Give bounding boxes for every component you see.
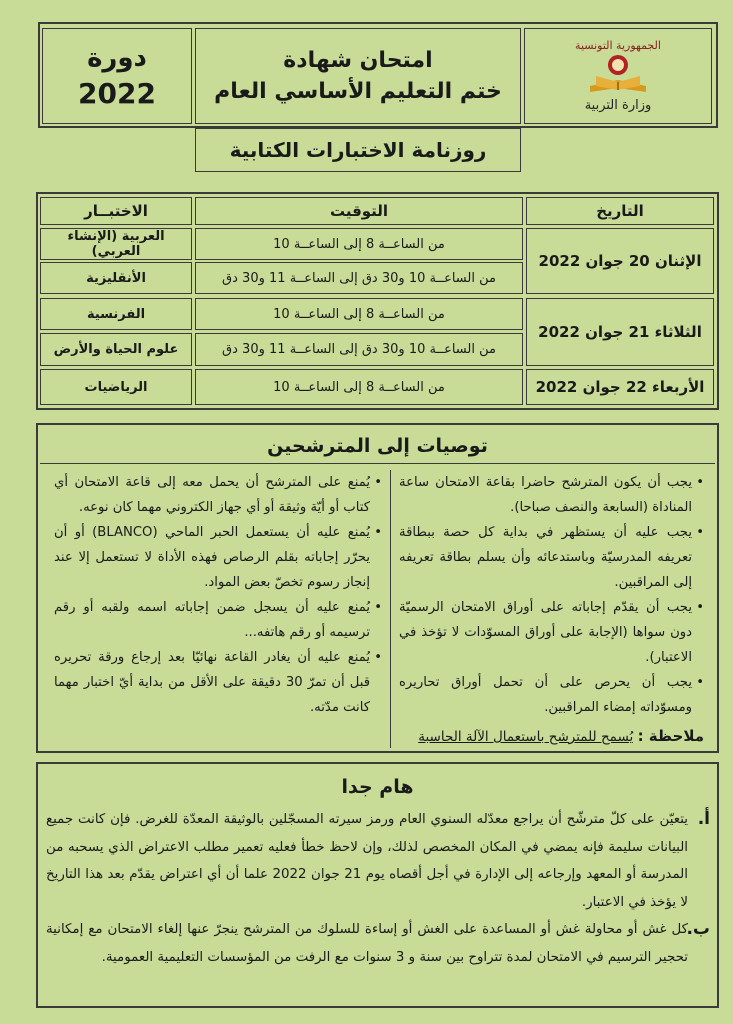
important-title	[40, 770, 715, 804]
session-cell	[42, 28, 192, 124]
exam-cell: الفرنسية	[40, 298, 192, 330]
date-cell: الأربعاء 22 جوان 2022	[526, 369, 714, 405]
column-header-exam: الاختبــار	[40, 197, 192, 225]
item-text: كل غش أو محاولة غش أو المساعدة على الغش أو إساءة للسلوك من المترشح ينجرّ عنها إلغاء الامتحان مع إمكانية تحجير الترسيم في الامتحان لمدة تتراوح بين سنة و 3 سنوات مع الرفت من المؤسسات التعليمية العمومية.	[46, 922, 688, 965]
recommendations-obligations	[390, 470, 714, 748]
republic-label: الجمهورية التونسية	[575, 39, 661, 52]
list-item: • يجب أن يقدّم إجاباته على أوراق الامتحان الرسميّة دون سواها (الإجابة على أوراق المسوّدات لا تؤخذ في الاعتبار).	[399, 595, 704, 670]
recommendations-prohibitions	[40, 470, 390, 748]
important-body	[46, 806, 710, 971]
recommendations-title-text: توصيات إلى المترشحين	[267, 434, 488, 457]
item-letter: ب.	[686, 919, 710, 939]
list-item: • يجب أن يكون المترشح حاضرا بقاعة الامتحان ساعة المناداة (السابعة والنصف صباحا).	[399, 470, 704, 520]
title-cell	[195, 28, 521, 124]
list-item: • يُمنع عليه أن يستعمل الحبر الماحي (BLANCO) أو أن يحرّر إجاباته بقلم الرصاص فهذه الأداة لا تستعمل إلا عند إنجاز رسوم تخصّ بعض المواد.	[54, 520, 382, 595]
list-item: • يجب عليه أن يستظهر في بداية كل حصة ببطاقة تعريفه المدرسيّة وباستدعائه وأن يسلم بطاقة تعريفه إلى المراقبين.	[399, 520, 704, 595]
exam-cell: الرياضيات	[40, 369, 192, 405]
list-item: • يُمنع عليه أن يسجل ضمن إجاباته اسمه ولقبه أو رقم ترسيمه أو رقم هاتفه...	[54, 595, 382, 645]
exam-title: امتحان شهادة	[283, 48, 433, 73]
exam-title-line2: ختم التعليم الأساسي العام	[214, 79, 502, 104]
calculator-note	[399, 724, 704, 750]
session-year: 2022	[78, 76, 156, 110]
session-label: دورة	[87, 42, 147, 73]
list-item: • يُمنع عليه أن يغادر القاعة نهائيّا بعد إرجاع ورقة تحريره قبل أن تمرّ 30 دقيقة على الأقل من بداية أيّ اختبار مهما كانت مدّته.	[54, 645, 382, 720]
list-item: • يجب أن يحرص على أن تحمل أوراق تحاريره ومسوّداته إمضاء المراقبين.	[399, 670, 704, 720]
ministry-book-emblem-icon	[586, 52, 650, 96]
list-item: • يُمنع على المترشح أن يحمل معه إلى قاعة الامتحان أي كتاب أو أيّة وثيقة أو أي جهاز الكتروني مهما كان نوعه.	[54, 470, 382, 520]
item-letter: أ.	[697, 809, 710, 829]
date-cell: الإثنان 20 جوان 2022	[526, 228, 714, 294]
column-header-date: التاريخ	[526, 197, 714, 225]
exam-cell: العربية (الإنشاء العربي)	[40, 228, 192, 260]
time-cell: من الساعــة 8 إلى الساعــة 10	[195, 369, 523, 405]
note-label: ملاحظة :	[637, 727, 704, 745]
exam-cell: الأنقليزية	[40, 262, 192, 294]
important-title-text: هام جدا	[341, 776, 414, 798]
calendar-subtitle	[195, 128, 521, 172]
important-item	[46, 806, 710, 916]
exam-cell: علوم الحياة والأرض	[40, 333, 192, 366]
time-cell: من الساعــة 10 و30 دق إلى الساعــة 11 و30 دق	[195, 262, 523, 294]
ministry-label: وزارة التربية	[584, 98, 652, 113]
time-cell: من الساعــة 10 و30 دق إلى الساعــة 11 و30 دق	[195, 333, 523, 366]
item-text: يتعيّن على كلّ مترشّح أن يراجع معدّله السنوي العام ورمز سيرته المسجّلين بالوثيقة المعدّة للغرض. فإن كانت جميع البيانات سليمة فإنه يمضي في المكان المخصص لذلك، وإن لاحظ خطأ فعليه تعمير مطلب الاعتراض الذي يسحبه من المدرسة أو المعهد وإرجاعه إلى الإدارة في أجل أقصاه يوم 21 جوان 2022 علما أن أي اعتراض يقدّم بعد هذا التاريخ لا يؤخذ في الاعتبار.	[46, 812, 688, 910]
recommendations-title	[40, 428, 715, 464]
subtitle-text: روزنامة الاختبارات الكتابية	[229, 138, 487, 162]
time-cell: من الساعــة 8 إلى الساعــة 10	[195, 228, 523, 260]
time-cell: من الساعــة 8 إلى الساعــة 10	[195, 298, 523, 330]
logo-cell	[524, 28, 712, 124]
note-text: يُسمح للمترشح باستعمال الآلة الحاسبة	[418, 729, 634, 745]
date-cell: الثلاثاء 21 جوان 2022	[526, 298, 714, 366]
column-header-time: التوقيت	[195, 197, 523, 225]
important-item	[46, 916, 710, 971]
